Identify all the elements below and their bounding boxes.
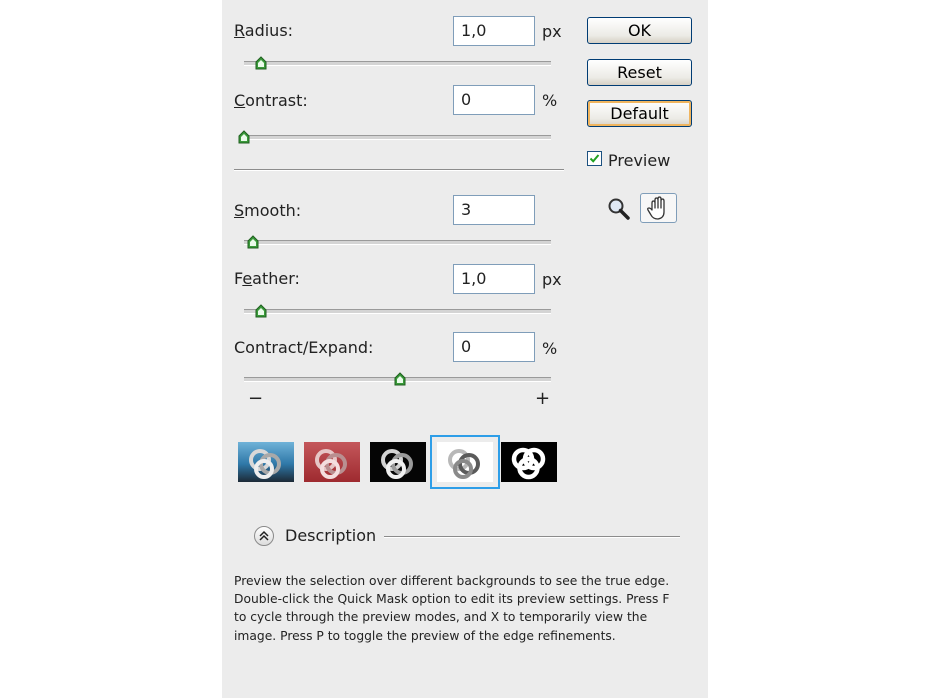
description-heading: Description [285,526,377,545]
plus-label: + [535,388,551,409]
chevron-up-double-icon [255,527,273,545]
minus-label: − [248,388,264,409]
description-text: Preview the selection over different backgrounds to see the true edge. Double-click the Quick Mask option to edit its preview settings. Press F to cycle through the preview modes, and X to temporarily view the image. Press P to toggle the preview of the edge refinements. [234,574,670,643]
contrast-input[interactable]: 0 [453,85,535,115]
radius-slider-thumb[interactable] [255,56,267,70]
zoom-icon[interactable] [606,196,632,226]
contract-expand-label: Contract/Expand: [234,338,374,357]
preview-mode-standard[interactable] [238,442,294,482]
reset-button[interactable]: Reset [587,59,692,86]
feather-unit: px [542,270,562,289]
smooth-slider-thumb[interactable] [247,235,259,249]
preview-mode-quick-mask[interactable] [304,442,360,482]
hand-tool-button[interactable] [640,193,677,223]
contrast-slider-thumb[interactable] [238,130,250,144]
feather-label: Feather: [234,269,300,288]
feather-slider-track[interactable] [244,309,551,314]
feather-input[interactable]: 1,0 [453,264,535,294]
feather-slider-thumb[interactable] [255,304,267,318]
contrast-slider-track[interactable] [244,135,551,140]
section-separator [234,169,564,171]
preview-mode-on-black[interactable] [370,442,426,482]
preview-checkbox[interactable] [587,151,602,166]
preview-mode-mask[interactable] [501,442,557,482]
preview-label[interactable]: Preview [608,151,671,170]
preview-mode-on-white[interactable] [437,442,493,482]
description-divider [384,536,680,538]
contract-expand-slider-thumb[interactable] [394,372,406,386]
ok-button[interactable]: OK [587,17,692,44]
radius-label: Radius: [234,21,294,40]
radius-slider-track[interactable] [244,61,551,66]
smooth-slider-track[interactable] [244,240,551,245]
hand-icon [641,194,676,222]
contrast-label: Contrast: [234,91,308,110]
default-button[interactable]: Default [587,100,692,127]
smooth-label: Smooth: [234,201,302,220]
contract-expand-input[interactable]: 0 [453,332,535,362]
contract-expand-unit: % [542,339,558,358]
radius-unit: px [542,22,562,41]
radius-input[interactable]: 1,0 [453,16,535,46]
description-toggle-button[interactable] [254,526,274,546]
smooth-input[interactable]: 3 [453,195,535,225]
contrast-unit: % [542,91,558,110]
